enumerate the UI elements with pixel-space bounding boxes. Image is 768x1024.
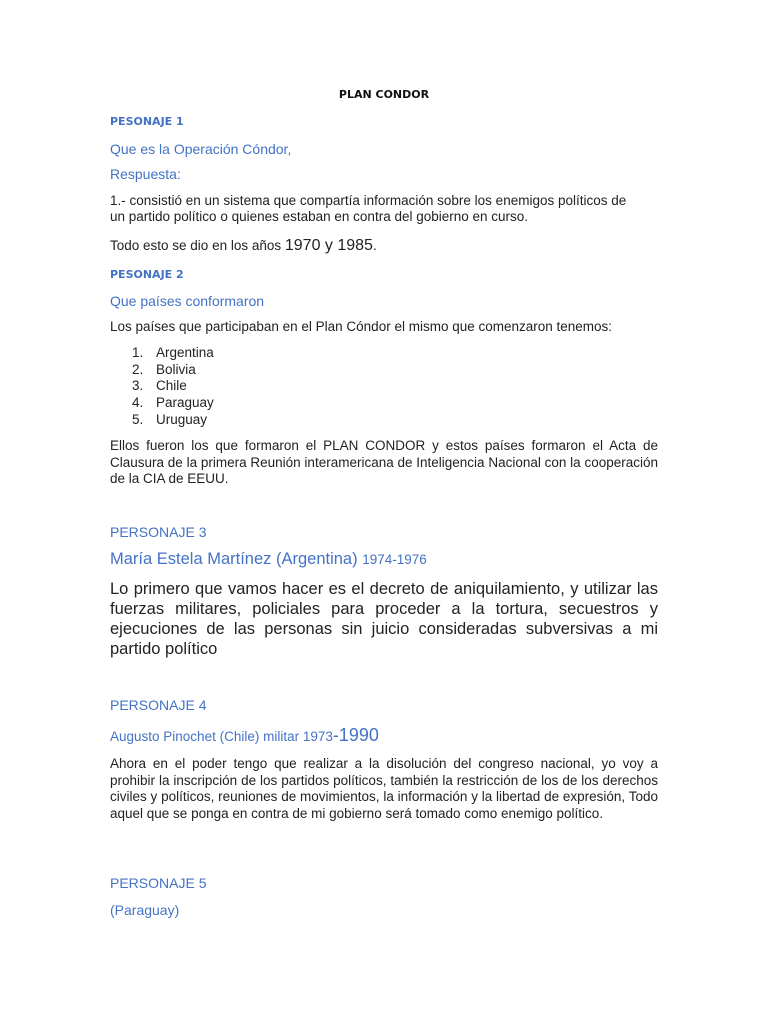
list-item: 1. Argentina — [132, 345, 214, 360]
personaje-5-country: (Paraguay) — [110, 902, 180, 918]
heading-personaje-3: PERSONAJE 3 — [110, 524, 207, 540]
personaje-4-title — [110, 725, 379, 746]
answer-line-1: 1.- consistió en un sistema que compartía información sobre los enemigos políticos de — [110, 193, 627, 208]
personaje-3-paragraph: Lo primero que vamos hacer es el decreto de aniquilamiento, y utilizar las fuerzas militares, policiales para proceder a la tortura, secuestros y ejecuciones de las personas sin juicio consideradas subversivas a mi partido político — [110, 580, 658, 658]
personaje-4-paragraph: Ahora en el poder tengo que realizar a la disolución del congreso nacional, yo voy a prohibir la inscripción de los partidos políticos, también la restricción de los de los derechos civiles y políticos, reuniones de movimientos, la información y la libertad de expresión, Todo aquel que se ponga en contra de mi gobierno será tomado como enemigo político. — [110, 756, 658, 821]
countries-intro: Los países que participaban en el Plan Cóndor el mismo que comenzaron tenemos: — [110, 319, 613, 334]
years-suffix: . — [372, 238, 377, 253]
years-value: 1970 y 1985 — [284, 237, 373, 254]
years-prefix: Todo esto se dio en los años — [110, 238, 285, 253]
heading-pesonaje-1: PESONAJE 1 — [110, 115, 184, 128]
list-item: 3. Chile — [132, 378, 187, 394]
years-sentence — [110, 236, 377, 256]
list-item: 2. Bolivia — [132, 361, 196, 377]
document-title: PLAN CONDOR — [338, 88, 430, 101]
personaje-4-dash-year: -1990 — [332, 725, 379, 745]
heading-personaje-4: PERSONAJE 4 — [110, 697, 207, 713]
plan-condor-paragraph: Ellos fueron los que formaron el PLAN CONDOR y estos países formaron el Acta de Clausura de la primera Reunión interamericana de Inteligencia Nacional con la cooperación de la CIA de EEUU. — [110, 438, 658, 486]
personaje-3-years: 1974-1976 — [362, 552, 427, 567]
heading-pesonaje-2: PESONAJE 2 — [110, 268, 184, 281]
heading-personaje-5: PERSONAJE 5 — [110, 875, 207, 891]
answer-label: Respuesta: — [110, 166, 181, 182]
list-item: 5. Uruguay — [132, 411, 208, 427]
question-operacion-condor: Que es la Operación Cóndor, — [110, 141, 292, 157]
answer-line-2: un partido político o quienes estaban en contra del gobierno en curso. — [110, 209, 529, 224]
personaje-3-name: María Estela Martínez (Argentina) — [110, 550, 358, 568]
personaje-3-title — [110, 550, 427, 569]
personaje-4-name: Augusto Pinochet (Chile) militar 1973 — [110, 729, 333, 744]
countries-list — [110, 345, 214, 429]
question-paises: Que países conformaron — [110, 293, 265, 309]
list-item: 4. Paraguay — [132, 395, 214, 411]
